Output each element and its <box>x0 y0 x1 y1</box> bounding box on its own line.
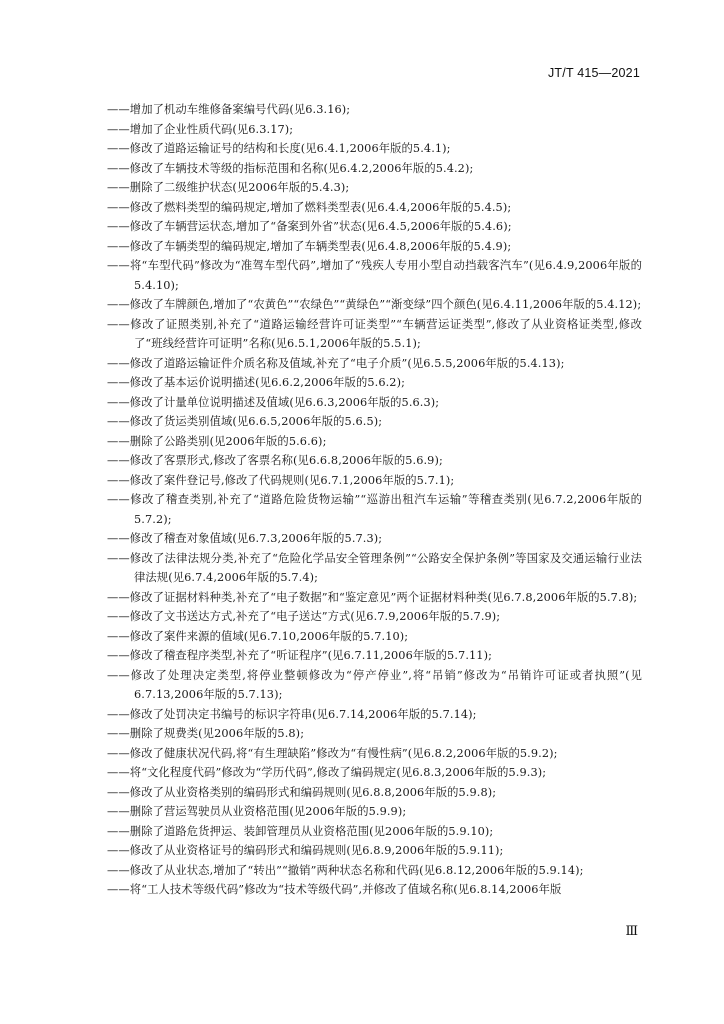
list-item: ——删除了公路类别(见2006年版的5.6.6); <box>107 434 327 448</box>
page-number: Ⅲ <box>625 924 638 939</box>
list-item: ——修改了证据材料种类,补充了“电子数据”和“鉴定意见”两个证据材料种类(见6.7.8,2006年版的5.7.8); <box>107 590 638 604</box>
list-item: ——增加了机动车维修备案编号代码(见6.3.16); <box>107 103 351 116</box>
list-item: ——修改了案件登记号,修改了代码规则(见6.7.1,2006年版的5.7.1); <box>107 473 455 487</box>
list-item: ——修改了燃料类型的编码规定,增加了燃料类型表(见6.4.4,2006年版的5.4.5); <box>107 200 512 214</box>
list-item: ——将“车型代码”修改为“准驾车型代码”,增加了“残疾人专用小型自动挡载客汽车”(见6.4.9,2006年版的5.4.10); <box>107 259 642 292</box>
list-item: ——修改了法律法规分类,补充了“危险化学品安全管理条例”“公路安全保护条例”等国家及交通运输行业法律法规(见6.7.4,2006年版的5.7.4); <box>107 551 642 584</box>
list-item: ——修改了从业资格证号的编码形式和编码规则(见6.8.9,2006年版的5.9.11); <box>107 844 504 857</box>
list-item: ——删除了二级维护状态(见2006年版的5.4.3); <box>107 181 350 194</box>
list-item: ——修改了文书送达方式,补充了“电子送达”方式(见6.7.9,2006年版的5.7.9); <box>107 610 501 623</box>
list-item: ——修改了从业状态,增加了“转出”“撤销”两种状态名称和代码(见6.8.12,2006年版的5.9.14); <box>107 863 584 877</box>
list-item: ——删除了道路危货押运、装卸管理员从业资格范围(见2006年版的5.9.10); <box>107 824 494 838</box>
list-item: ——修改了处理决定类型,将停业整顿修改为“停产停业”,将“吊销”修改为“吊销许可证或者执照”(见6.7.13,2006年版的5.7.13); <box>107 668 642 701</box>
list-item: ——将“工人技术等级代码”修改为“技术等级代码”,并修改了值域名称(见6.8.14,2006年版 <box>107 883 562 896</box>
list-item: ——修改了稽查类别,补充了“道路危险货物运输”“巡游出租汽车运输”等稽查类别(见6.7.2,2006年版的5.7.2); <box>107 493 642 526</box>
list-item: ——修改了车辆营运状态,增加了“备案到外省”状态(见6.4.5,2006年版的5.4.6); <box>107 220 512 233</box>
list-item: ——修改了货运类别值域(见6.6.5,2006年版的5.6.5); <box>107 415 383 428</box>
list-item: ——修改了客票形式,修改了客票名称(见6.6.8,2006年版的5.6.9); <box>107 454 443 467</box>
list-item: ——修改了道路运输证件介质名称及值域,补充了“电子介质”(见6.5.5,2006年版的5.4.13); <box>107 356 565 370</box>
list-item: ——修改了车辆类型的编码规定,增加了车辆类型表(见6.4.8,2006年版的5.4.9); <box>107 239 512 253</box>
list-item: ——修改了道路运输证号的结构和长度(见6.4.1,2006年版的5.4.1); <box>107 142 451 155</box>
list-item: ——修改了稽查程序类型,补充了“听证程序”(见6.7.11,2006年版的5.7.11); <box>107 649 492 662</box>
list-item: ——修改了从业资格类别的编码形式和编码规则(见6.8.8,2006年版的5.9.8); <box>107 785 497 799</box>
list-item: ——修改了稽查对象值域(见6.7.3,2006年版的5.7.3); <box>107 532 383 545</box>
list-item: ——删除了规费类(见2006年版的5.8); <box>107 727 305 740</box>
list-item: ——修改了案件来源的值域(见6.7.10,2006年版的5.7.10); <box>107 629 409 643</box>
list-item: ——修改了处罚决定书编号的标识字符串(见6.7.14,2006年版的5.7.14); <box>107 707 477 721</box>
list-item: ——修改了基本运价说明描述(见6.6.2,2006年版的5.6.2); <box>107 376 405 389</box>
list-item: ——删除了营运驾驶员从业资格范围(见2006年版的5.9.9); <box>107 805 407 818</box>
list-item: ——修改了健康状况代码,将“有生理缺陷”修改为“有慢性病”(见6.8.2,2006年版的5.9.2); <box>107 746 558 760</box>
list-item: ——将“文化程度代码”修改为“学历代码”,修改了编码规定(见6.8.3,2006年版的5.9.3); <box>107 766 547 779</box>
list-item: ——修改了车辆技术等级的指标范围和名称(见6.4.2,2006年版的5.4.2); <box>107 161 474 175</box>
change-list <box>107 100 642 900</box>
list-item: ——增加了企业性质代码(见6.3.17); <box>107 122 294 136</box>
list-item: ——修改了证照类别,补充了“道路运输经营许可证类型”“车辆营运证类型”,修改了从业资格证类型,修改了“班线经营许可证明”名称(见6.5.1,2006年版的5.5.1); <box>107 317 642 350</box>
list-item: ——修改了车牌颜色,增加了“农黄色”“农绿色”“黄绿色”“渐变绿”四个颜色(见6.4.11,2006年版的5.4.12); <box>107 298 642 311</box>
list-item: ——修改了计量单位说明描述及值域(见6.6.3,2006年版的5.6.3); <box>107 395 440 409</box>
standard-code: JT/T 415—2021 <box>547 66 640 80</box>
